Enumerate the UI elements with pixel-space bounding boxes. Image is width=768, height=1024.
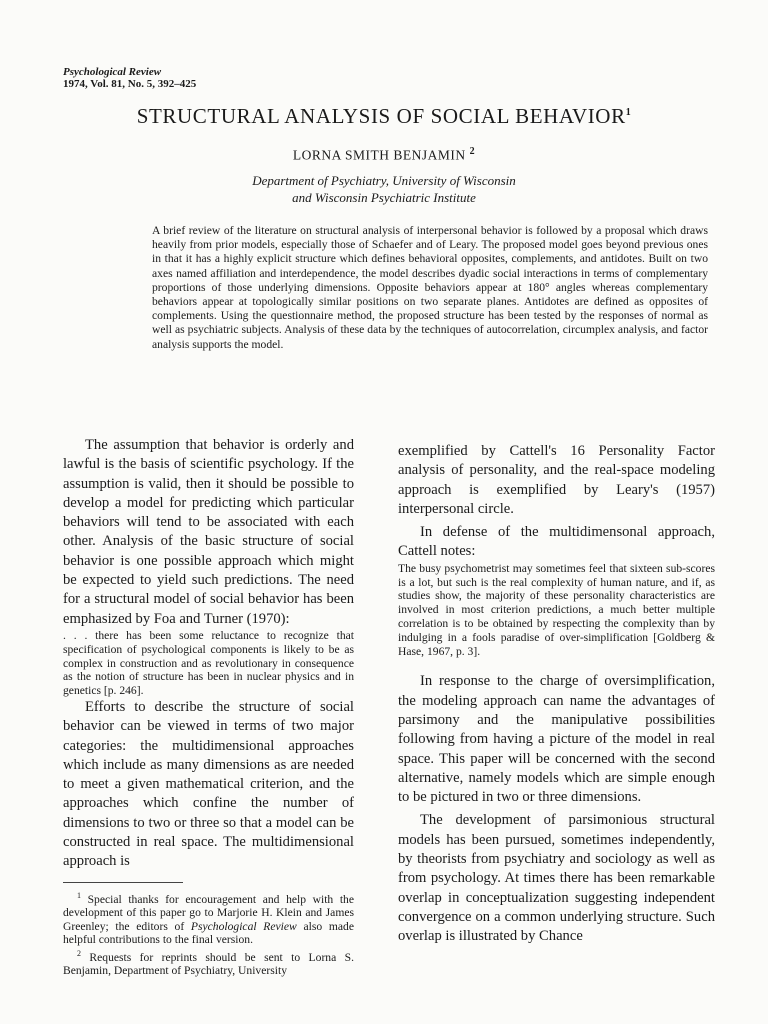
title-footnote-mark: 1 <box>625 107 632 118</box>
affiliation-line-2: and Wisconsin Psychiatric Institute <box>292 190 476 205</box>
right-block-quote: The busy psychometrist may sometimes feel that sixteen sub-scores is a lot, but such is the real complexity of human nature, and if, as studies show, the majority of these personality characteristics are involved in most criterion predictions, a much better multiple correlation is to be obtained by respecting the complexity than by indulging in a fools paradise of over-simplification [Goldberg & Hase, 1967, p. 3]. <box>398 561 715 658</box>
footnote-2-text: Requests for reprints should be sent to Lorna S. Benjamin, Department of Psychiatry, University <box>63 950 354 978</box>
author-footnote-mark: 2 <box>469 146 476 157</box>
right-paragraph-4: The development of parsimonious structural models has been pursued, sometimes independently, by theorists from psychiatry and sociology as well as from psychology. At times there has been remarkable overlap in conceptualization suggesting independent convergence on a common underlying structure. Such overlap is illustrated by Chance <box>398 812 715 945</box>
journal-citation: 1974, Vol. 81, No. 5, 392–425 <box>63 78 197 90</box>
footnote-1-text-b: also made helpful contributions to the final version. <box>63 919 354 947</box>
affiliation-line-1: Department of Psychiatry, University of Wisconsin <box>252 173 516 188</box>
left-block-quote: . . . there has been some reluctance to recognize that specification of psychological components is likely to be as complex in construction and as revolutionary in consequence as the notion of structure has been in nuclear physics and in genetics [p. 246]. <box>63 628 354 698</box>
footnote-1 <box>63 889 354 947</box>
article-title-text: STRUCTURAL ANALYSIS OF SOCIAL BEHAVIOR <box>136 104 626 128</box>
journal-header <box>63 66 196 90</box>
abstract: A brief review of the literature on structural analysis of interpersonal behavior is followed by a proposal which draws heavily from prior models, especially those of Schaefer and of Leary. The proposed model goes beyond previous ones in that it has a highly explicit structure which defines behavioral opposites, complements, and antidotes. Built on two axes named affiliation and interdependence, the model describes dyadic social interactions in terms of complementary proportions of those underlying dimensions. Opposite behaviors appear at 180° angles whereas complementary behaviors appear at topologically similar positions on two separate planes. Antidotes are defined as opposites of complements. Using the questionnaire method, the proposed structure has been tested by the responses of normal as well as psychiatric subjects. Analysis of these data by the techniques of autocorrelation, circumplex analysis, and factor analysis supports the model. <box>152 224 708 351</box>
footnote-2 <box>63 947 354 978</box>
right-column <box>398 442 715 947</box>
journal-name: Psychological Review <box>63 66 162 78</box>
affiliation <box>0 172 768 206</box>
author-name: LORNA SMITH BENJAMIN <box>292 147 466 163</box>
footnote-1-journal: Psychological Review <box>190 919 297 933</box>
footnote-1-mark: 1 <box>77 890 81 900</box>
footnote-divider <box>63 882 183 883</box>
footnote-1-text-a: Special thanks for encouragement and help with the development of this paper go to Marjorie H. Klein and James Greenley; the editors of <box>63 892 354 933</box>
left-paragraph-2: Efforts to describe the structure of social behavior can be viewed in terms of two major categories: the multidimensional approaches which include as many dimensions as are needed to meet a given mathematical criterion, and the approaches which confine the number of dimensions to two or three so that a model can be constructed in real space. The multidimensional approach is <box>63 698 354 870</box>
footnote-2-mark: 2 <box>77 948 81 958</box>
right-paragraph-1: exemplified by Cattell's 16 Personality Factor analysis of personality, and the real-space modeling approach is exemplified by Leary's (1957) interpersonal circle. <box>398 443 715 517</box>
left-column <box>63 436 354 978</box>
left-paragraph-1: The assumption that behavior is orderly and lawful is the basis of scientific psychology. If the assumption is valid, then it should be possible to develop a model for predicting which particular behaviors will tend to be associated with each other. Analysis of the basic structure of social behavior is one possible approach which might be expected to yield such predictions. The need for a structural model of social behavior has been emphasized by Foa and Turner (1970): <box>63 437 354 627</box>
article-title <box>0 104 768 129</box>
author <box>0 146 768 164</box>
right-paragraph-3: In response to the charge of oversimplification, the modeling approach can name the advantages of parsimony and the manipulative possibilities following from having a picture of the model in real space. This paper will be concerned with the second alternative, namely models which are simple enough to be pictured in two or three dimensions. <box>398 673 715 806</box>
right-paragraph-2: In defense of the multidimensonal approach, Cattell notes: <box>398 524 715 560</box>
